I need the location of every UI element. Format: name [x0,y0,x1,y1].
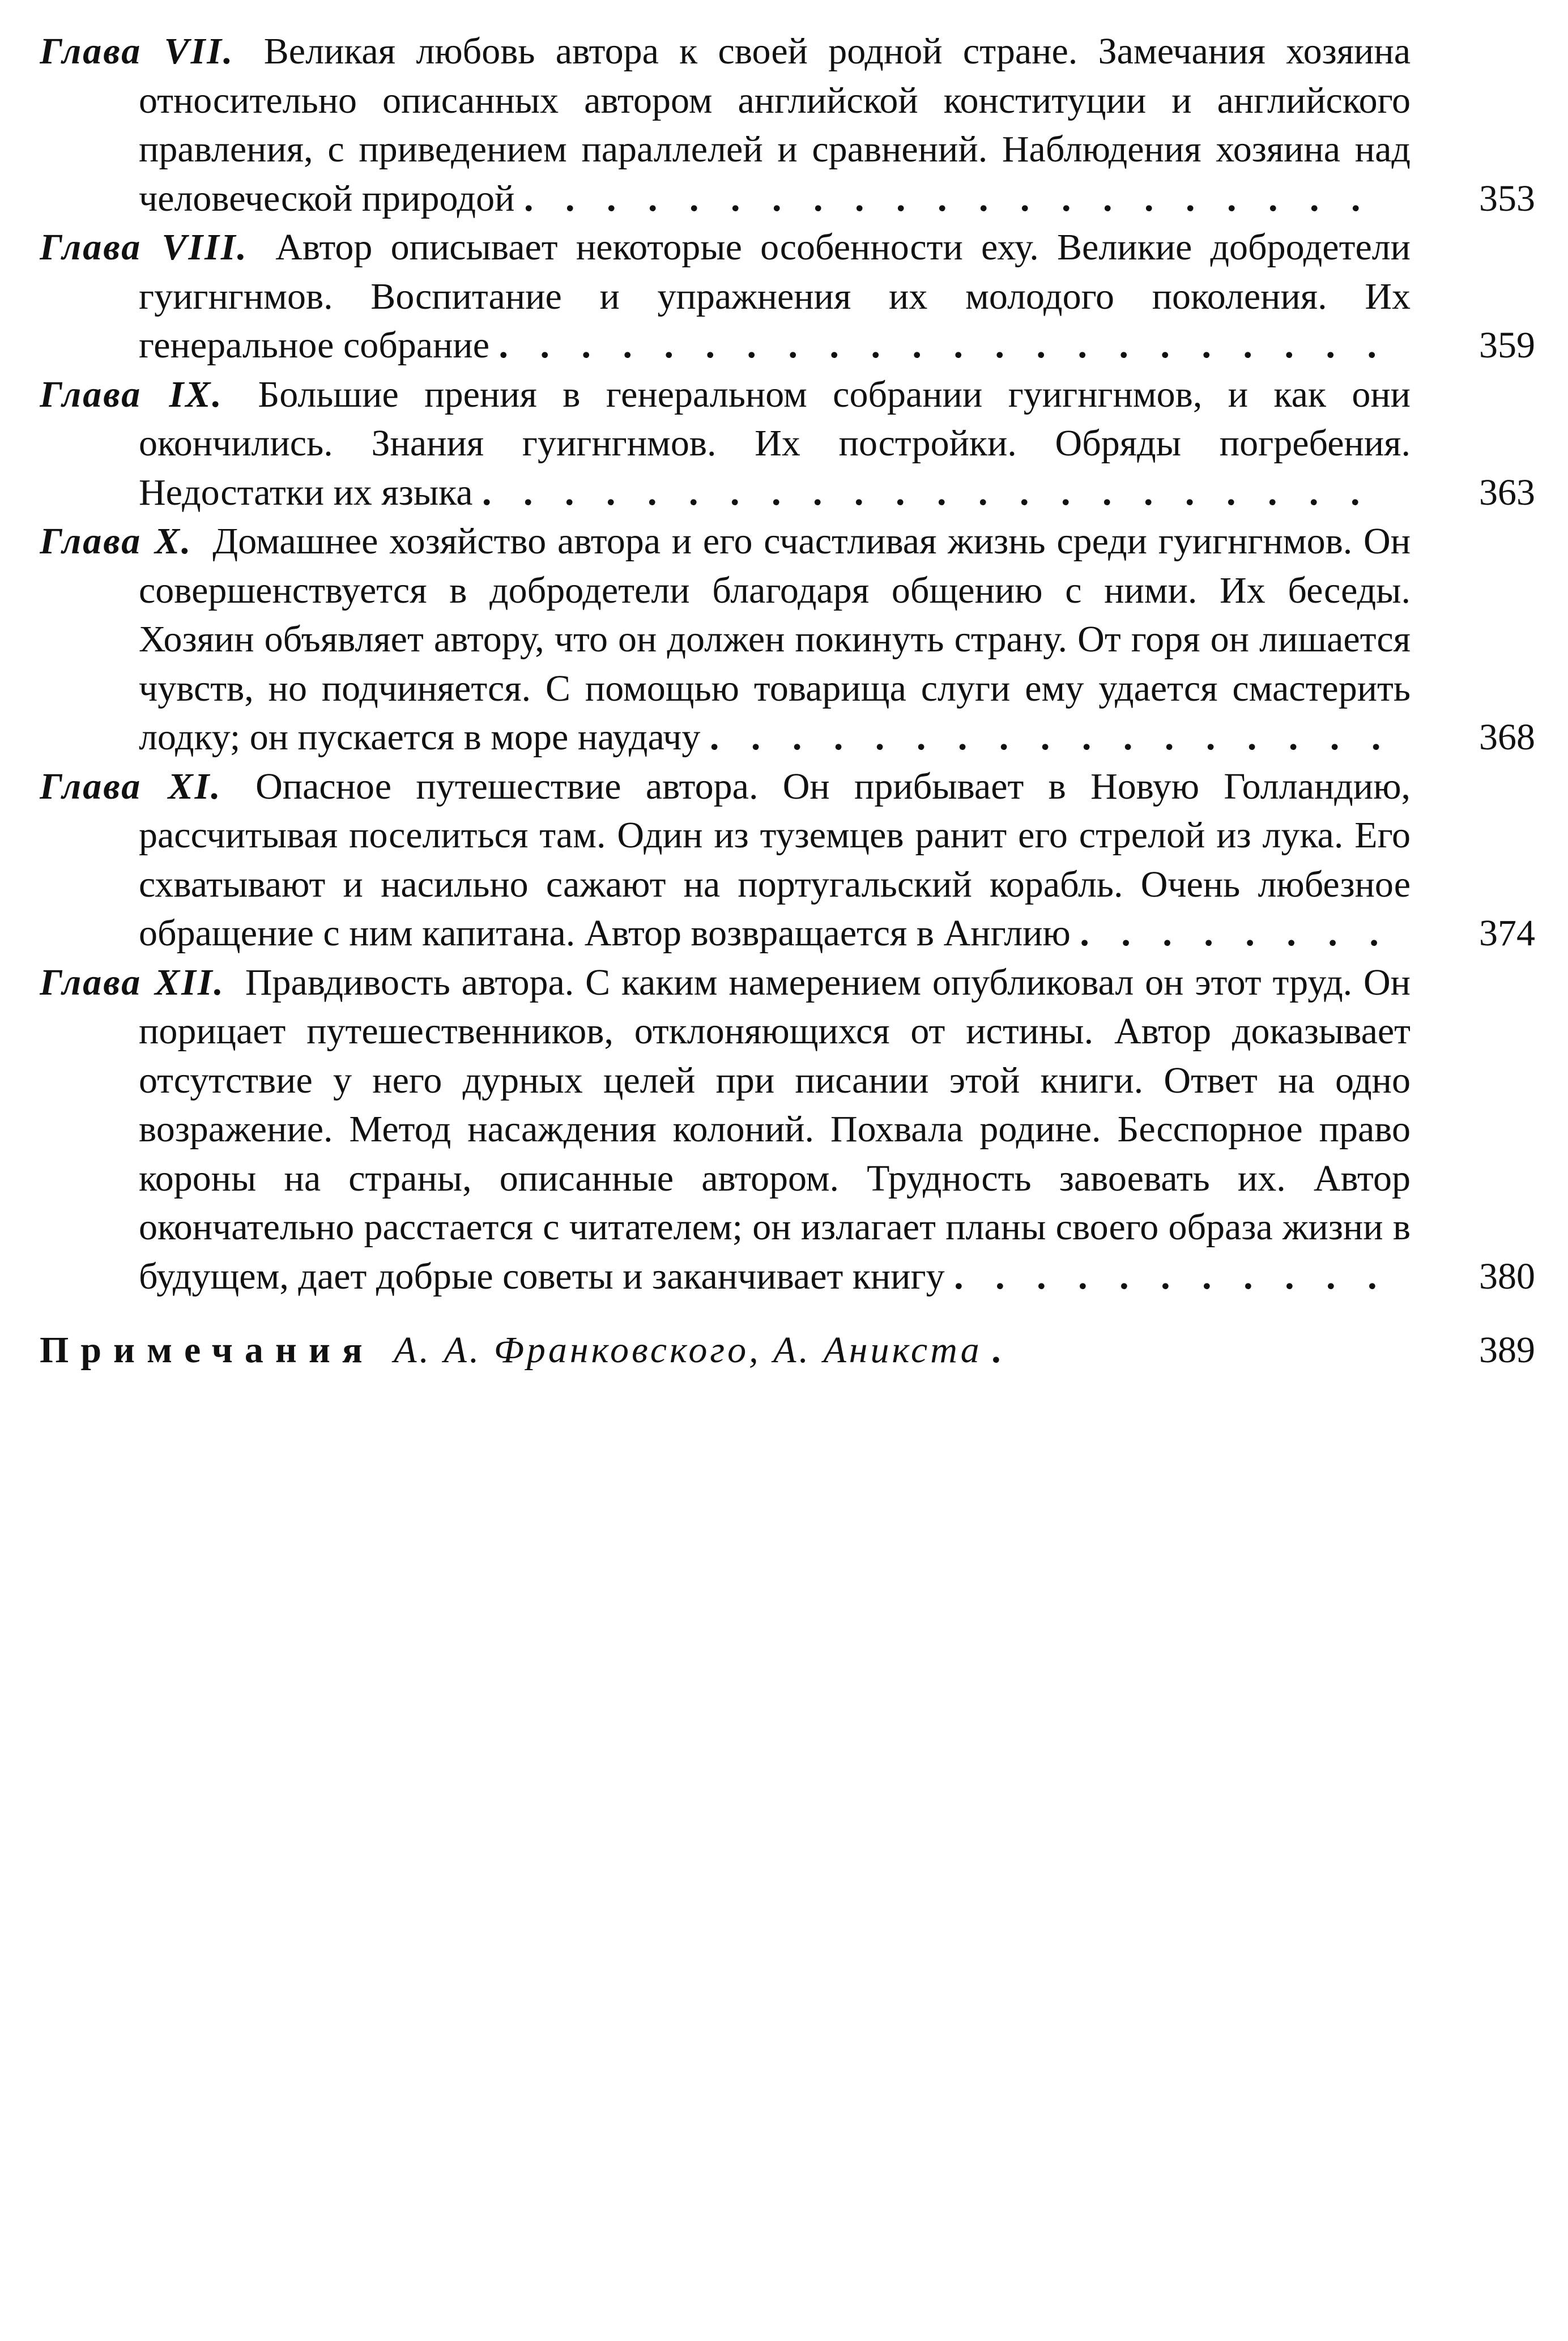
page-number: 368 [1479,717,1535,758]
page-number: 363 [1479,471,1535,513]
toc-entry-body [40,762,1411,958]
toc-entry-chapter-7 [40,27,1535,223]
page-number: 374 [1479,912,1535,954]
chapter-summary: Правдивость автора. С каким намерением опубликовал он этот труд. Он порицает путешественников, отклоняющихся от истины. Автор доказывает отсутствие у него дурных целей при писании этой книги. Ответ на одно возражение. Метод насаждения колоний. Похвала родине. Бесспорное право короны на страны, описанные автором. Трудность завоевать их. Автор окончательно расстается с читателем; он излагает планы своего образа жизни в будущем, дает добрые советы и заканчивает книгу [139,961,1411,1297]
dot-leader: . . . . . . . . [1080,912,1390,954]
dot-leader: . . . . . . . . . . . . . . . . . . . . . . [498,325,1388,366]
toc-entry-chapter-9 [40,370,1535,518]
dot-leader: . . . . . . . . . . . . . . . . . [709,717,1392,758]
toc-entry-chapter-12 [40,958,1535,1302]
notes-authors: А. А. Франковского, А. Аникста [394,1329,982,1371]
page-number: 380 [1479,1255,1535,1297]
toc-entry-chapter-11 [40,762,1535,958]
table-of-contents [40,27,1535,1375]
page-number: 359 [1479,325,1535,366]
chapter-label: Глава XI. [40,765,222,807]
dot-leader: . . . . . . . . . . . . . . . . . . . . . . [482,471,1371,513]
toc-entry-body [40,27,1411,223]
chapter-label: Глава XII. [40,961,225,1003]
chapter-summary: Опасное путешествие автора. Он прибывает в Новую Голландию, рассчитывая поселиться там. Один из туземцев ранит его стрелой из лука. Его схватывают и насильно сажают на португальский корабль. Очень любезное обращение с ним капитана. Автор возвращается в Англию [139,765,1411,954]
toc-entry-chapter-10 [40,517,1535,762]
toc-notes-body [40,1326,1411,1375]
notes-label: Примечания [40,1329,374,1371]
chapter-label: Глава VII. [40,31,235,72]
dot-leader: . . . . . . . . . . . [954,1255,1388,1297]
dot-leader: . [991,1329,1012,1371]
toc-entry-chapter-8 [40,223,1535,370]
page-number: 389 [1479,1329,1535,1371]
chapter-summary: Автор описывает некоторые особенности еху. Великие добродетели гуигнгнмов. Воспитание и упражнения их молодого поколения. Их генеральное собрание [139,227,1411,366]
toc-entry-notes [40,1326,1535,1375]
chapter-label: Глава VIII. [40,227,249,268]
chapter-label: Глава IX. [40,373,223,415]
toc-entry-body [40,958,1411,1302]
dot-leader: . . . . . . . . . . . . . . . . . . . . . [523,177,1372,219]
toc-entry-body [40,370,1411,518]
chapter-summary: Великая любовь автора к своей родной стране. Замечания хозяина относительно описанных автором английской конституции и английского правления, с приведением параллелей и сравнений. Наблюдения хозяина над человеческой природой [139,31,1411,219]
toc-entry-body [40,517,1411,762]
page-number: 353 [1479,177,1535,219]
chapter-label: Глава X. [40,521,193,562]
toc-entry-body [40,223,1411,370]
chapter-summary: Домашнее хозяйство автора и его счастливая жизнь среди гуигнгнмов. Он совершенствуется в добродетели благодаря общению с ними. Их беседы. Хозяин объявляет автору, что он должен покинуть страну. От горя он лишается чувств, но подчиняется. С помощью товарища слуги ему удается смастерить лодку; он пускается в море наудачу [139,521,1411,758]
chapter-summary: Большие прения в генеральном собрании гуигнгнмов, и как они окончились. Знания гуигнгнмов. Их постройки. Обряды погребения. Недостатки их языка [139,373,1411,513]
